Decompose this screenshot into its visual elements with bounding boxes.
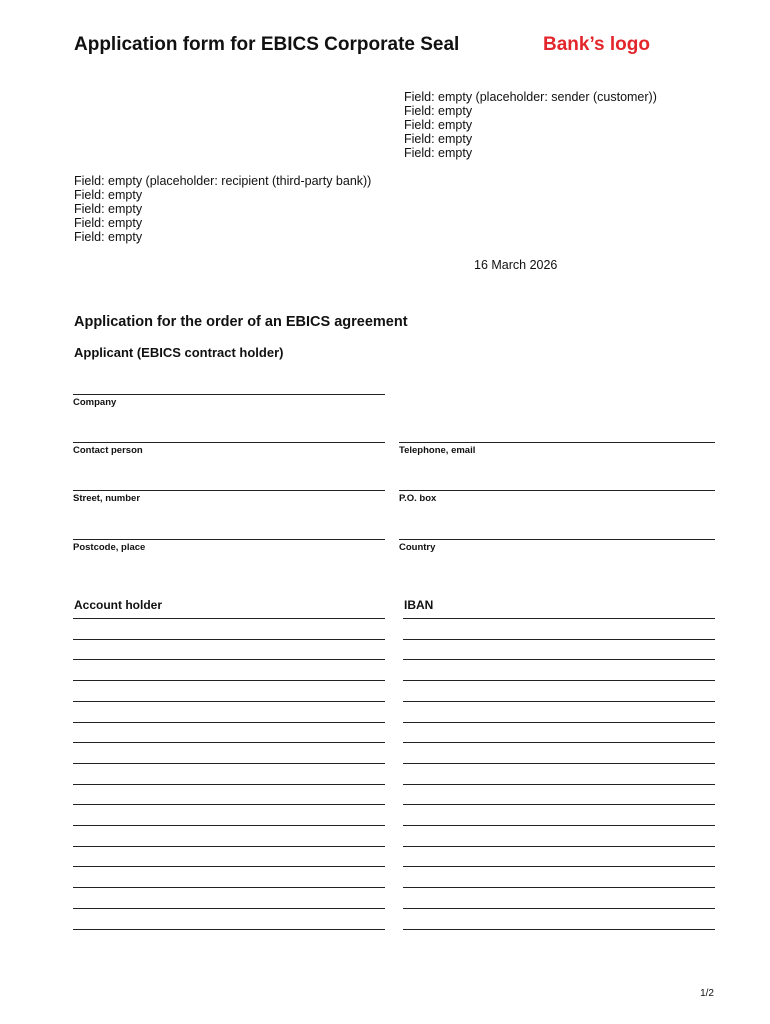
country-label: Country — [399, 542, 436, 553]
iban-column-header: IBAN — [404, 598, 434, 612]
iban-entry-line[interactable] — [403, 784, 715, 785]
account-holder-entry-line[interactable] — [73, 701, 385, 702]
form-title: Application form for EBICS Corporate Seal — [74, 34, 460, 55]
telephone-email-field[interactable] — [399, 442, 715, 456]
account-holder-entry-line[interactable] — [73, 763, 385, 764]
document-date: 16 March 2026 — [474, 258, 558, 272]
account-holder-entry-line[interactable] — [73, 680, 385, 681]
recipient-field-4[interactable]: Field: empty — [74, 216, 143, 230]
sender-field-4[interactable]: Field: empty — [404, 132, 473, 146]
recipient-field-2[interactable]: Field: empty — [74, 188, 143, 202]
page-number: 1/2 — [700, 988, 714, 999]
account-holder-entry-line[interactable] — [73, 846, 385, 847]
account-holder-entry-line[interactable] — [73, 908, 385, 909]
postcode-place-line — [73, 539, 385, 540]
contact-person-field[interactable] — [73, 442, 385, 456]
street-number-line — [73, 490, 385, 491]
iban-entry-line[interactable] — [403, 929, 715, 930]
account-holder-entry-line[interactable] — [73, 804, 385, 805]
iban-entry-line[interactable] — [403, 618, 715, 619]
po-box-field[interactable] — [399, 490, 715, 504]
account-holder-entry-line[interactable] — [73, 825, 385, 826]
recipient-field-3[interactable]: Field: empty — [74, 202, 143, 216]
recipient-field-1[interactable]: Field: empty (placeholder: recipient (third-party bank)) — [74, 174, 372, 188]
street-number-field[interactable] — [73, 490, 385, 504]
country-line — [399, 539, 715, 540]
sender-field-1[interactable]: Field: empty (placeholder: sender (customer)) — [404, 90, 657, 104]
iban-entry-line[interactable] — [403, 804, 715, 805]
iban-entry-line[interactable] — [403, 908, 715, 909]
recipient-address-block — [74, 174, 371, 244]
postcode-place-label: Postcode, place — [73, 542, 146, 553]
iban-entry-line[interactable] — [403, 701, 715, 702]
account-holder-entry-line[interactable] — [73, 742, 385, 743]
contact-person-line — [73, 442, 385, 443]
account-holder-entry-line[interactable] — [73, 784, 385, 785]
contact-person-label: Contact person — [73, 445, 143, 456]
postcode-place-field[interactable] — [73, 539, 385, 553]
iban-entry-line[interactable] — [403, 659, 715, 660]
sender-address-block — [404, 90, 657, 160]
iban-entry-line[interactable] — [403, 639, 715, 640]
street-number-label: Street, number — [73, 493, 141, 504]
company-label: Company — [73, 397, 117, 408]
account-holder-entry-line[interactable] — [73, 887, 385, 888]
bank-logo: Bank’s logo — [543, 34, 650, 55]
iban-entry-line[interactable] — [403, 722, 715, 723]
iban-entry-line[interactable] — [403, 742, 715, 743]
iban-entry-line[interactable] — [403, 866, 715, 867]
account-holder-entry-line[interactable] — [73, 659, 385, 660]
sender-field-5[interactable]: Field: empty — [404, 146, 473, 160]
company-line — [73, 394, 385, 395]
iban-entry-line[interactable] — [403, 680, 715, 681]
account-holder-entry-line[interactable] — [73, 929, 385, 930]
account-holder-entry-line[interactable] — [73, 618, 385, 619]
telephone-email-label: Telephone, email — [399, 445, 476, 456]
applicant-title: Applicant (EBICS contract holder) — [74, 345, 284, 360]
account-holder-entry-line[interactable] — [73, 639, 385, 640]
account-holder-entry-line[interactable] — [73, 866, 385, 867]
iban-entry-line[interactable] — [403, 763, 715, 764]
po-box-line — [399, 490, 715, 491]
section-title: Application for the order of an EBICS agreement — [74, 314, 408, 330]
po-box-label: P.O. box — [399, 493, 437, 504]
account-holder-entry-line[interactable] — [73, 722, 385, 723]
country-field[interactable] — [399, 539, 715, 553]
telephone-email-line — [399, 442, 715, 443]
account-holder-column-header: Account holder — [74, 598, 163, 612]
iban-entry-line[interactable] — [403, 846, 715, 847]
sender-field-3[interactable]: Field: empty — [404, 118, 473, 132]
recipient-field-5[interactable]: Field: empty — [74, 230, 143, 244]
company-field[interactable] — [73, 394, 385, 408]
sender-field-2[interactable]: Field: empty — [404, 104, 473, 118]
iban-entry-line[interactable] — [403, 825, 715, 826]
iban-entry-line[interactable] — [403, 887, 715, 888]
